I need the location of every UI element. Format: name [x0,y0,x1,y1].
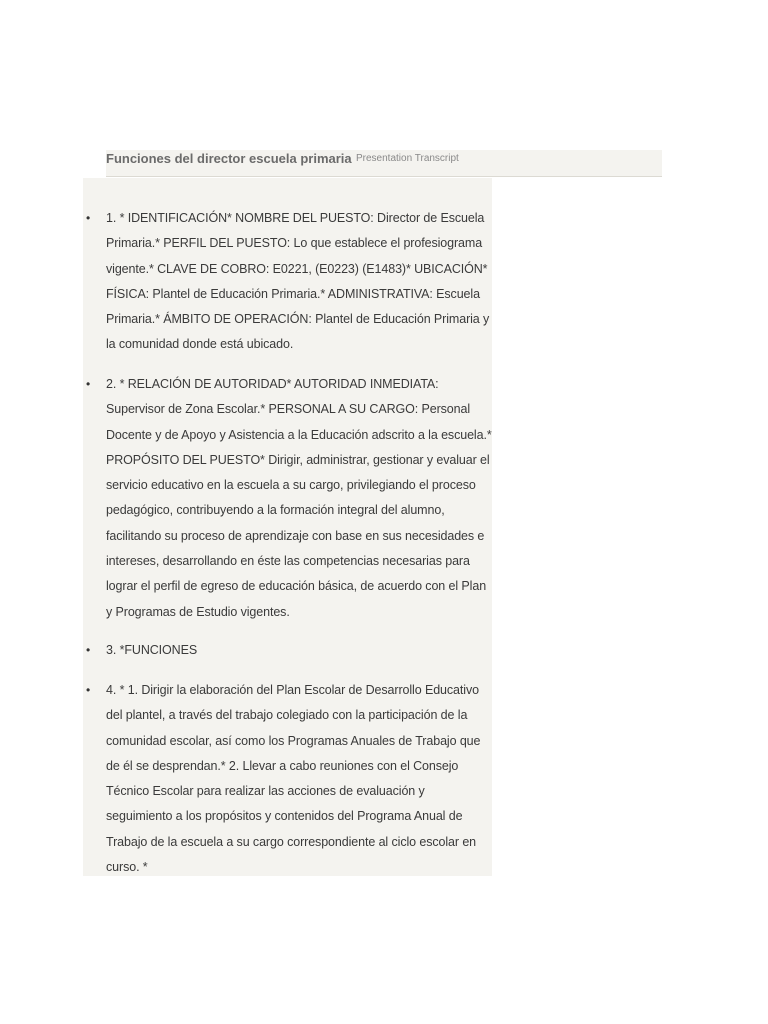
transcript-item [86,678,492,876]
transcript-item-text: 3. *FUNCIONES [106,643,198,657]
bullet-icon: • [86,643,91,657]
transcript-panel [83,178,492,876]
document-subtitle: Presentation Transcript [356,153,459,164]
document-title: Funciones del director escuela primaria [106,151,352,166]
transcript-item [86,638,492,663]
transcript-item [86,206,492,358]
transcript-item-text: 2. * RELACIÓN DE AUTORIDAD* AUTORIDAD INMEDIATA: Supervisor de Zona Escolar.* PERSONAL A SU CARGO: Personal Docente y de Apoyo y Asistencia a la Educación adscrito a la escuela.* PROPÓSITO DEL PUESTO* Dirigir, administrar, gestionar y evaluar el servicio educativo en la escuela a su cargo, privilegiando el proceso pedagógico, contribuyendo a la formación integral del alumno, facilitando su proceso de aprendizaje con base en sus necesidades e intereses, desarrollando en éste las competencias necesarias para lograr el perfil de egreso de educación básica, de acuerdo con el Plan y Programas de Estudio vigentes. [106,377,492,619]
bullet-icon: • [86,211,91,225]
transcript-item-text: 4. * 1. Dirigir la elaboración del Plan Escolar de Desarrollo Educativo del plantel, a través del trabajo colegiado con la participación de la comunidad escolar, así como los Programas Anuales de Trabajo que de él se desprendan.* 2. Llevar a cabo reuniones con el Consejo Técnico Escolar para realizar las acciones de evaluación y seguimiento a los propósitos y contenidos del Programa Anual de Trabajo de la escuela a su cargo correspondiente al ciclo escolar en curso. * [106,683,481,875]
bullet-icon: • [86,683,91,697]
transcript-item [86,372,492,625]
bullet-icon: • [86,377,91,391]
transcript-item-text: 1. * IDENTIFICACIÓN* NOMBRE DEL PUESTO: Director de Escuela Primaria.* PERFIL DEL PUESTO: Lo que establece el profesiograma vigente.* CLAVE DE COBRO: E0221, (E0223) (E1483)* UBICACIÓN* FÍSICA: Plantel de Educación Primaria.* ADMINISTRATIVA: Escuela Primaria.* ÁMBITO DE OPERACIÓN: Plantel de Educación Primaria y la comunidad donde está ubicado. [106,211,490,352]
transcript-header [106,150,662,177]
